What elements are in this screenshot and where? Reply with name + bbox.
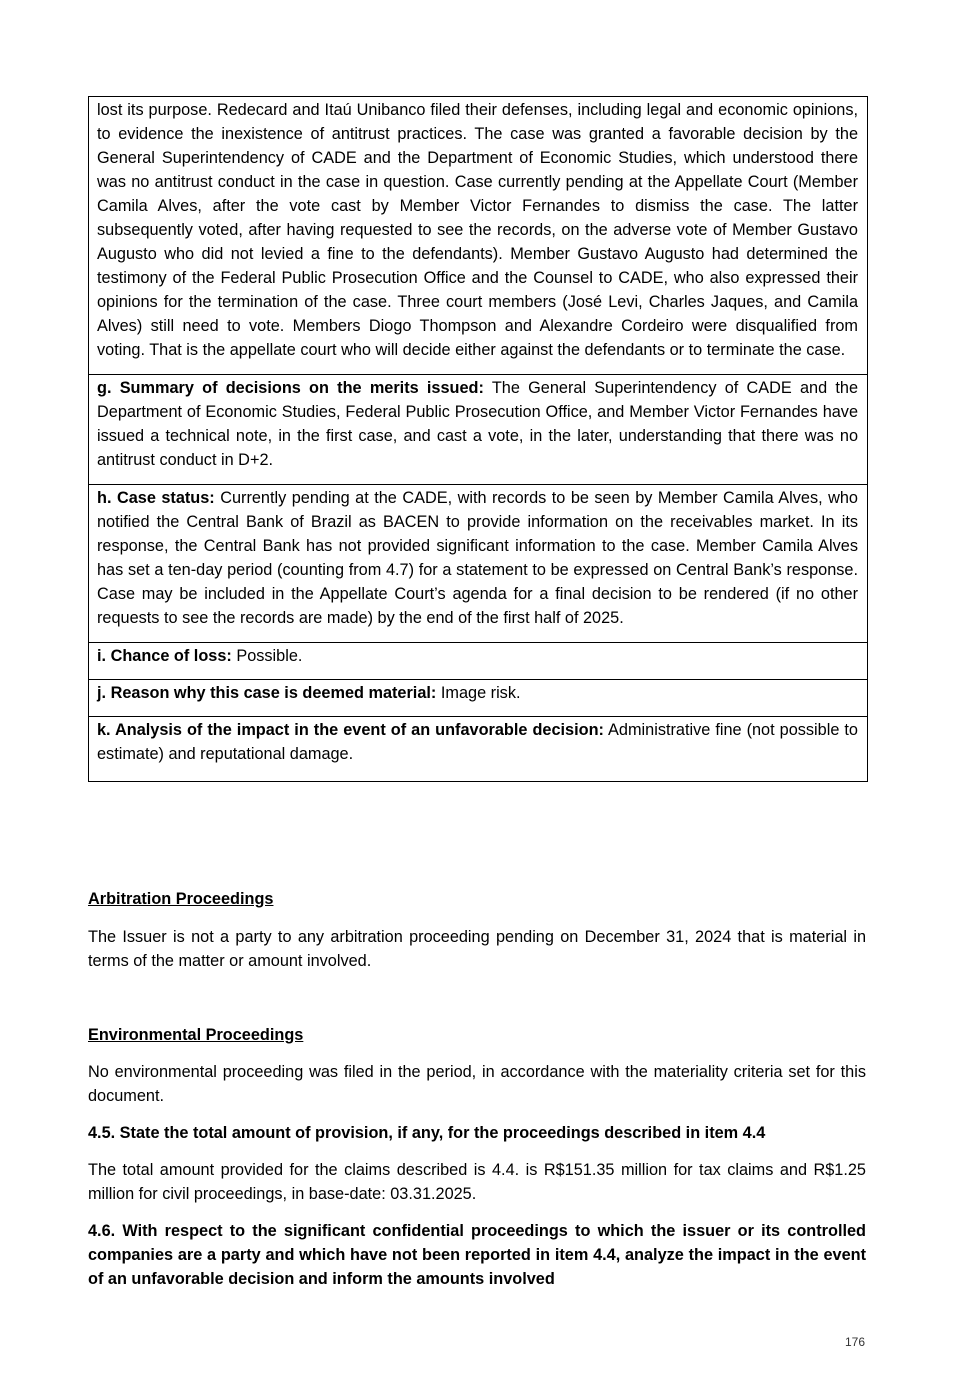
summary-of-decisions-label: g. Summary of decisions on the merits issued: (97, 379, 484, 397)
chance-of-loss-text: Possible. (231, 647, 303, 665)
arbitration-heading: Arbitration Proceedings (88, 890, 274, 908)
materiality-reason-label: j. Reason why this case is deemed material: (97, 684, 437, 702)
item-4-5-text: The total amount provided for the claims described is 4.4. is R$151.35 million for tax claims and R$1.25 million for civil proceedings, in base-date: 03.31.2025. (88, 1161, 866, 1203)
environmental-heading: Environmental Proceedings (88, 1026, 304, 1044)
case-description-text: lost its purpose. Redecard and Itaú Unibanco filed their defenses, including legal and economic opinions, to evidence the inexistence of antitrust practices. The case was granted a favorable decision by the General Superintendency of CADE and the Department of Economic Studies, which understood there was no antitrust conduct in the case in question. Case currently pending at the Appellate Court (Member Camila Alves, after the vote cast by Member Victor Fernandes to dismiss the case. The latter subsequently voted, after having requested to see the records, on the adverse vote of Member Gustavo Augusto who did not levied a fine to the defendants). Member Gustavo Augusto had determined the testimony of the Federal Public Prosecution Office and the Counsel to CADE, who also expressed their opinions for the termination of the case. Three court members (José Levi, Charles Jaques, and Camila Alves) still need to vote. Members Diogo Thompson and Alexandre Cordeiro were disqualified from voting. That is the appellate court who will decide either against the defendants or to terminate the case. (97, 101, 858, 359)
page-number: 176 (844, 1335, 865, 1349)
impact-analysis-row (89, 716, 867, 781)
item-4-5-title: 4.5. State the total amount of provision, if any, for the proceedings described in item 4.4 (88, 1124, 766, 1142)
summary-of-decisions-row (89, 374, 867, 484)
arbitration-text: The Issuer is not a party to any arbitration proceeding pending on December 31, 2024 that is material in terms of the matter or amount involved. (88, 928, 866, 970)
summary-of-decisions-text: The General Superintendency of CADE and the Department of Economic Studies, Federal Public Prosecution Office, and Member Victor Fernandes have issued a technical note, in the first case, and cast a vote, in the later, understanding that there was no antitrust conduct in D+2. (97, 379, 858, 469)
materiality-reason-text: Image risk. (436, 684, 521, 702)
item-4-6-title: 4.6. With respect to the significant confidential proceedings to which the issuer or its controlled companies are a party and which have not been reported in item 4.4, analyze the impact in the event of an unfavorable decision and inform the amounts involved (88, 1222, 866, 1288)
chance-of-loss-label: i. Chance of loss: (97, 647, 232, 665)
case-details-table (88, 96, 868, 782)
case-status-label: h. Case status: (97, 489, 215, 507)
materiality-reason-row (89, 679, 867, 716)
impact-analysis-label: k. Analysis of the impact in the event of an unfavorable decision: (97, 721, 604, 739)
case-status-text: Currently pending at the CADE, with records to be seen by Member Camila Alves, who notified the Central Bank of Brazil as BACEN to provide information on the receivables market. In its response, the Central Bank has not provided significant information to the case. Member Camila Alves has set a ten-day period (counting from 4.7) for a statement to be expressed on Central Bank’s response. Case may be included in the Appellate Court’s agenda for a final decision to be rendered (if no other requests to see the records are made) by the end of the first half of 2025. (97, 489, 858, 627)
case-description-continuation (89, 97, 867, 374)
environmental-text: No environmental proceeding was filed in the period, in accordance with the materiality criteria set for this document. (88, 1063, 866, 1105)
chance-of-loss-row (89, 642, 867, 679)
impact-analysis-text: Administrative fine (not possible to estimate) and reputational damage. (97, 721, 858, 763)
case-status-row (89, 484, 867, 642)
